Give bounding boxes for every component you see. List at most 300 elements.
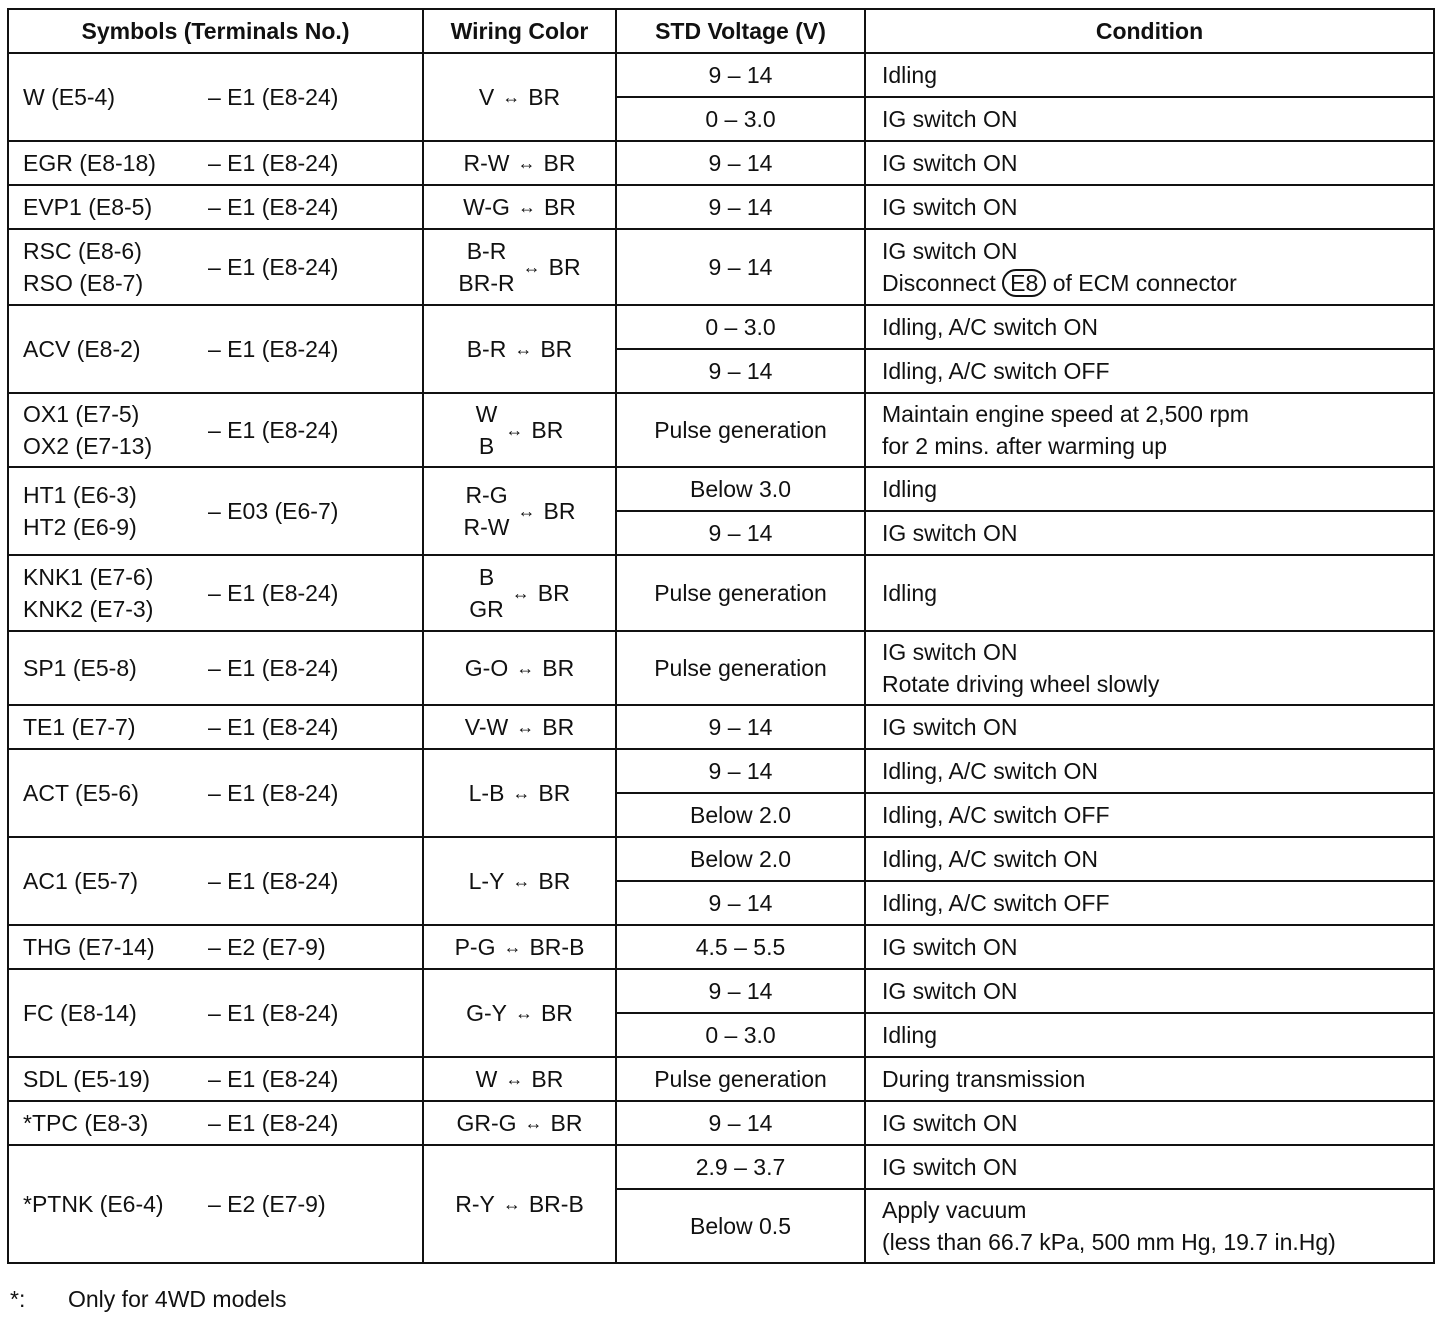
std-voltage-cell: Below 2.0 xyxy=(616,837,865,881)
condition-line: Maintain engine speed at 2,500 rpm xyxy=(882,401,1249,427)
wiring-pair xyxy=(424,561,615,625)
wire-colors xyxy=(476,398,498,462)
ground-terminal: – E1 (E8-24) xyxy=(208,1000,339,1026)
bidirectional-arrow-icon: ↔ xyxy=(514,339,533,359)
terminal-symbols xyxy=(23,398,208,462)
condition-cell xyxy=(865,53,1434,97)
wire-color: GR xyxy=(469,596,504,622)
wiring-color-cell xyxy=(423,393,616,467)
wire-colors xyxy=(456,1107,516,1139)
terminal-symbols xyxy=(23,777,208,809)
wire-colors xyxy=(458,235,514,299)
wire-colors xyxy=(463,191,510,223)
terminal-symbol: HT1 (E6-3) xyxy=(23,482,137,508)
terminal-pair xyxy=(9,333,422,365)
std-voltage-cell: 9 – 14 xyxy=(616,881,865,925)
wiring-pair xyxy=(424,652,615,684)
condition-line: Idling, A/C switch OFF xyxy=(882,890,1110,916)
ground-terminal: – E1 (E8-24) xyxy=(208,84,339,110)
wire-colors xyxy=(466,997,507,1029)
terminal-symbol: W (E5-4) xyxy=(23,84,115,110)
wiring-color-cell xyxy=(423,53,616,141)
terminal-pair xyxy=(9,1063,422,1095)
wire-color: R-G xyxy=(465,482,508,508)
wiring-color-cell xyxy=(423,555,616,631)
condition-text: Disconnect xyxy=(882,270,996,296)
symbols-cell xyxy=(8,229,423,305)
condition-cell xyxy=(865,1057,1434,1101)
condition-cell xyxy=(865,467,1434,511)
condition-line: IG switch ON xyxy=(882,1110,1018,1136)
symbols-cell xyxy=(8,925,423,969)
wire-color: R-W xyxy=(463,514,510,540)
wire-color: V-W xyxy=(464,714,509,740)
wire-colors xyxy=(479,81,494,113)
ground-wire-color: BR-B xyxy=(529,934,585,960)
condition-line: Rotate driving wheel slowly xyxy=(882,671,1160,697)
wire-colors xyxy=(469,777,505,809)
wiring-pair xyxy=(424,777,615,809)
terminal-symbols xyxy=(23,1107,208,1139)
bidirectional-arrow-icon: ↔ xyxy=(516,717,535,737)
condition-line: IG switch ON xyxy=(882,194,1018,220)
wire-color: R-W xyxy=(463,150,510,176)
condition-line: IG switch ON xyxy=(882,978,1018,1004)
bidirectional-arrow-icon: ↔ xyxy=(517,501,536,521)
terminal-pair xyxy=(9,191,422,223)
ground-terminal: – E1 (E8-24) xyxy=(208,336,339,362)
symbols-cell xyxy=(8,749,423,837)
terminal-pair xyxy=(9,777,422,809)
table-row xyxy=(8,141,1434,185)
terminal-symbol: OX1 (E7-5) xyxy=(23,401,140,427)
condition-line: Apply vacuum xyxy=(882,1197,1027,1223)
wiring-pair xyxy=(424,865,615,897)
std-voltage-cell: 9 – 14 xyxy=(616,141,865,185)
terminal-symbols xyxy=(23,333,208,365)
condition-line: IG switch ON xyxy=(882,106,1018,132)
header-wiring-color: Wiring Color xyxy=(423,9,616,53)
ground-terminal: – E03 (E6-7) xyxy=(208,498,339,524)
condition-cell xyxy=(865,881,1434,925)
wiring-color-cell xyxy=(423,141,616,185)
header-std-voltage: STD Voltage (V) xyxy=(616,9,865,53)
terminal-symbol: *PTNK (E6-4) xyxy=(23,1191,164,1217)
condition-line: (less than 66.7 kPa, 500 mm Hg, 19.7 in.Hg) xyxy=(882,1229,1336,1255)
bidirectional-arrow-icon: ↔ xyxy=(511,583,530,603)
wiring-color-cell xyxy=(423,1101,616,1145)
std-voltage-cell: 9 – 14 xyxy=(616,349,865,393)
table-row xyxy=(8,229,1434,305)
table-row xyxy=(8,53,1434,97)
ground-wire-color: BR xyxy=(528,84,561,110)
symbols-cell xyxy=(8,631,423,705)
wiring-color-cell xyxy=(423,305,616,393)
ground-terminal: – E1 (E8-24) xyxy=(208,1066,339,1092)
condition-line: During transmission xyxy=(882,1066,1086,1092)
wiring-pair xyxy=(424,1107,615,1139)
condition-line: IG switch ON xyxy=(882,520,1018,546)
std-voltage-cell: 9 – 14 xyxy=(616,705,865,749)
wire-colors xyxy=(469,865,505,897)
condition-line: IG switch ON xyxy=(882,150,1018,176)
table-header-row xyxy=(8,9,1434,53)
ground-wire-color: BR xyxy=(550,1110,583,1136)
terminal-symbol: KNK1 (E7-6) xyxy=(23,564,154,590)
wire-color: W-G xyxy=(463,194,510,220)
condition-line: IG switch ON xyxy=(882,639,1018,665)
ecm-terminal-voltage-table xyxy=(7,8,1435,1264)
ground-wire-color: BR xyxy=(540,336,573,362)
table-row xyxy=(8,555,1434,631)
ground-wire-color: BR xyxy=(542,714,575,740)
ground-wire-color: BR xyxy=(543,498,576,524)
bidirectional-arrow-icon: ↔ xyxy=(503,937,522,957)
wiring-pair xyxy=(424,333,615,365)
std-voltage-cell: 9 – 14 xyxy=(616,53,865,97)
condition-line: Idling, A/C switch OFF xyxy=(882,802,1110,828)
std-voltage-cell: Pulse generation xyxy=(616,555,865,631)
condition-line: Idling xyxy=(882,62,937,88)
ground-terminal: – E1 (E8-24) xyxy=(208,150,339,176)
std-voltage-cell: 9 – 14 xyxy=(616,749,865,793)
table-row xyxy=(8,1145,1434,1189)
condition-cell xyxy=(865,349,1434,393)
wiring-pair xyxy=(424,147,615,179)
table-body xyxy=(8,53,1434,1263)
wire-colors xyxy=(465,711,508,743)
terminal-pair xyxy=(9,235,422,299)
bidirectional-arrow-icon: ↔ xyxy=(502,87,521,107)
wiring-pair xyxy=(424,1188,615,1220)
wire-colors xyxy=(476,1063,498,1095)
table-row xyxy=(8,467,1434,511)
wire-colors xyxy=(465,652,508,684)
wiring-pair xyxy=(424,191,615,223)
condition-line xyxy=(882,267,1433,299)
std-voltage-cell: 4.5 – 5.5 xyxy=(616,925,865,969)
wiring-color-cell xyxy=(423,705,616,749)
table-row xyxy=(8,837,1434,881)
terminal-symbol: HT2 (E6-9) xyxy=(23,514,137,540)
symbols-cell xyxy=(8,467,423,555)
terminal-symbols xyxy=(23,561,208,625)
terminal-pair xyxy=(9,147,422,179)
wiring-pair xyxy=(424,235,615,299)
wiring-pair xyxy=(424,81,615,113)
std-voltage-cell: 9 – 14 xyxy=(616,185,865,229)
bidirectional-arrow-icon: ↔ xyxy=(524,1113,543,1133)
ground-wire-color: BR xyxy=(531,1066,564,1092)
wiring-color-cell xyxy=(423,749,616,837)
table-row xyxy=(8,969,1434,1013)
terminal-pair xyxy=(9,561,422,625)
condition-cell xyxy=(865,837,1434,881)
table-row xyxy=(8,185,1434,229)
table-row xyxy=(8,705,1434,749)
terminal-symbol: TE1 (E7-7) xyxy=(23,714,136,740)
std-voltage-cell: 2.9 – 3.7 xyxy=(616,1145,865,1189)
condition-line: IG switch ON xyxy=(882,1154,1018,1180)
condition-cell xyxy=(865,97,1434,141)
symbols-cell xyxy=(8,1145,423,1263)
condition-line: IG switch ON xyxy=(882,714,1018,740)
condition-cell xyxy=(865,969,1434,1013)
std-voltage-cell: 0 – 3.0 xyxy=(616,97,865,141)
symbols-cell xyxy=(8,837,423,925)
wire-color: G-Y xyxy=(466,1000,507,1026)
condition-cell xyxy=(865,229,1434,305)
condition-cell xyxy=(865,141,1434,185)
bidirectional-arrow-icon: ↔ xyxy=(516,658,535,678)
terminal-symbol: RSO (E8-7) xyxy=(23,270,144,296)
ground-wire-color: BR xyxy=(540,1000,573,1026)
condition-line: Idling xyxy=(882,476,937,502)
condition-cell xyxy=(865,1145,1434,1189)
symbols-cell xyxy=(8,53,423,141)
bidirectional-arrow-icon: ↔ xyxy=(512,783,531,803)
wire-color: GR-G xyxy=(456,1110,517,1136)
terminal-pair xyxy=(9,81,422,113)
std-voltage-cell: Pulse generation xyxy=(616,631,865,705)
terminal-symbol: ACT (E5-6) xyxy=(23,780,139,806)
ground-wire-color: BR xyxy=(537,580,570,606)
terminal-symbols xyxy=(23,997,208,1029)
terminal-symbol: EVP1 (E8-5) xyxy=(23,194,153,220)
terminal-pair xyxy=(9,931,422,963)
table-row xyxy=(8,1057,1434,1101)
terminal-symbols xyxy=(23,652,208,684)
ground-wire-color: BR xyxy=(538,868,571,894)
condition-cell xyxy=(865,1101,1434,1145)
ground-wire-color: BR xyxy=(548,254,581,280)
ground-terminal: – E1 (E8-24) xyxy=(208,580,339,606)
ground-terminal: – E1 (E8-24) xyxy=(208,1110,339,1136)
wire-colors xyxy=(455,931,496,963)
condition-line: Idling xyxy=(882,580,937,606)
terminal-symbol: KNK2 (E7-3) xyxy=(23,596,154,622)
condition-line: for 2 mins. after warming up xyxy=(882,433,1168,459)
table-row xyxy=(8,305,1434,349)
std-voltage-cell: 9 – 14 xyxy=(616,511,865,555)
terminal-symbols xyxy=(23,711,208,743)
wiring-pair xyxy=(424,931,615,963)
std-voltage-cell: 0 – 3.0 xyxy=(616,1013,865,1057)
wire-color: V xyxy=(478,84,495,110)
terminal-symbol: ACV (E8-2) xyxy=(23,336,141,362)
condition-cell xyxy=(865,925,1434,969)
wire-colors xyxy=(464,479,510,543)
ground-wire-color: BR xyxy=(543,150,576,176)
condition-cell xyxy=(865,1189,1434,1263)
wire-colors xyxy=(464,147,510,179)
std-voltage-cell: Below 3.0 xyxy=(616,467,865,511)
terminal-pair xyxy=(9,479,422,543)
ground-terminal: – E1 (E8-24) xyxy=(208,655,339,681)
condition-line: Idling, A/C switch ON xyxy=(882,846,1099,872)
condition-line: Idling, A/C switch ON xyxy=(882,758,1099,784)
terminal-symbol: THG (E7-14) xyxy=(23,934,155,960)
wiring-color-cell xyxy=(423,631,616,705)
wire-color: W xyxy=(475,401,498,427)
ground-wire-color: BR xyxy=(531,417,564,443)
footnote xyxy=(10,1286,287,1313)
bidirectional-arrow-icon: ↔ xyxy=(522,257,541,277)
terminal-symbols xyxy=(23,81,208,113)
terminal-symbols xyxy=(23,235,208,299)
terminal-symbol: RSC (E8-6) xyxy=(23,238,142,264)
symbols-cell xyxy=(8,705,423,749)
terminal-symbol: *TPC (E8-3) xyxy=(23,1110,149,1136)
condition-cell xyxy=(865,793,1434,837)
terminal-symbol: AC1 (E5-7) xyxy=(23,868,139,894)
condition-cell xyxy=(865,705,1434,749)
terminal-pair xyxy=(9,865,422,897)
std-voltage-cell: Pulse generation xyxy=(616,1057,865,1101)
wiring-color-cell xyxy=(423,1057,616,1101)
condition-cell xyxy=(865,393,1434,467)
wiring-pair xyxy=(424,997,615,1029)
table-row xyxy=(8,749,1434,793)
symbols-cell xyxy=(8,555,423,631)
ground-terminal: – E1 (E8-24) xyxy=(208,417,339,443)
wiring-color-cell xyxy=(423,467,616,555)
terminal-symbols xyxy=(23,1188,208,1220)
wiring-color-cell xyxy=(423,969,616,1057)
std-voltage-cell: Below 0.5 xyxy=(616,1189,865,1263)
condition-line: IG switch ON xyxy=(882,934,1018,960)
wiring-color-cell xyxy=(423,925,616,969)
bidirectional-arrow-icon: ↔ xyxy=(512,871,531,891)
bidirectional-arrow-icon: ↔ xyxy=(505,1069,524,1089)
symbols-cell xyxy=(8,1057,423,1101)
header-condition: Condition xyxy=(865,9,1434,53)
condition-line: Idling, A/C switch OFF xyxy=(882,358,1110,384)
bidirectional-arrow-icon: ↔ xyxy=(502,1194,521,1214)
wiring-pair xyxy=(424,711,615,743)
condition-cell xyxy=(865,555,1434,631)
terminal-symbol: FC (E8-14) xyxy=(23,1000,137,1026)
terminal-symbol: SP1 (E5-8) xyxy=(23,655,137,681)
ground-terminal: – E1 (E8-24) xyxy=(208,868,339,894)
terminal-symbol: EGR (E8-18) xyxy=(23,150,156,176)
wiring-color-cell xyxy=(423,185,616,229)
ground-wire-color: BR xyxy=(538,780,571,806)
condition-text: of ECM connector xyxy=(1052,270,1237,296)
connector-badge: E8 xyxy=(1002,269,1046,297)
terminal-symbols xyxy=(23,865,208,897)
wiring-color-cell xyxy=(423,1145,616,1263)
wire-color: BR-R xyxy=(458,270,515,296)
symbols-cell xyxy=(8,1101,423,1145)
ground-wire-color: BR-B xyxy=(528,1191,584,1217)
terminal-pair xyxy=(9,711,422,743)
condition-cell xyxy=(865,749,1434,793)
bidirectional-arrow-icon: ↔ xyxy=(517,197,536,217)
wire-color: B-R xyxy=(466,238,507,264)
std-voltage-cell: Below 2.0 xyxy=(616,793,865,837)
wiring-pair xyxy=(424,479,615,543)
wire-color: L-Y xyxy=(468,868,505,894)
terminal-pair xyxy=(9,997,422,1029)
wire-colors xyxy=(469,561,504,625)
ground-terminal: – E1 (E8-24) xyxy=(208,780,339,806)
symbols-cell xyxy=(8,141,423,185)
wiring-color-cell xyxy=(423,229,616,305)
ground-terminal: – E1 (E8-24) xyxy=(208,194,339,220)
ground-terminal: – E2 (E7-9) xyxy=(208,934,326,960)
symbols-cell xyxy=(8,185,423,229)
wiring-pair xyxy=(424,398,615,462)
terminal-symbol: SDL (E5-19) xyxy=(23,1066,150,1092)
condition-cell xyxy=(865,185,1434,229)
wire-color: G-O xyxy=(464,655,509,681)
table-row xyxy=(8,393,1434,467)
wire-colors xyxy=(467,333,507,365)
condition-cell xyxy=(865,1013,1434,1057)
terminal-pair xyxy=(9,1107,422,1139)
symbols-cell xyxy=(8,969,423,1057)
ground-terminal: – E2 (E7-9) xyxy=(208,1191,326,1217)
condition-line: Idling, A/C switch ON xyxy=(882,314,1099,340)
footnote-text: Only for 4WD models xyxy=(68,1286,287,1312)
symbols-cell xyxy=(8,305,423,393)
terminal-symbols xyxy=(23,191,208,223)
condition-cell xyxy=(865,631,1434,705)
header-symbols: Symbols (Terminals No.) xyxy=(8,9,423,53)
wire-colors xyxy=(455,1188,495,1220)
symbols-cell xyxy=(8,393,423,467)
wire-color: B xyxy=(478,564,495,590)
ground-terminal: – E1 (E8-24) xyxy=(208,254,339,280)
bidirectional-arrow-icon: ↔ xyxy=(517,153,536,173)
wire-color: B-R xyxy=(466,336,507,362)
wire-color: L-B xyxy=(468,780,505,806)
wire-color: W xyxy=(475,1066,498,1092)
ground-wire-color: BR xyxy=(543,194,576,220)
wiring-pair xyxy=(424,1063,615,1095)
table-row xyxy=(8,925,1434,969)
terminal-symbols xyxy=(23,147,208,179)
condition-line: Idling xyxy=(882,1022,937,1048)
terminal-pair xyxy=(9,398,422,462)
std-voltage-cell: 9 – 14 xyxy=(616,1101,865,1145)
condition-cell xyxy=(865,305,1434,349)
wire-color: P-G xyxy=(454,934,496,960)
table-row xyxy=(8,1101,1434,1145)
table-row xyxy=(8,631,1434,705)
condition-line: IG switch ON xyxy=(882,238,1018,264)
terminal-symbols xyxy=(23,1063,208,1095)
terminal-symbols xyxy=(23,931,208,963)
ground-terminal: – E1 (E8-24) xyxy=(208,714,339,740)
condition-cell xyxy=(865,511,1434,555)
terminal-symbol: OX2 (E7-13) xyxy=(23,433,153,459)
std-voltage-cell: Pulse generation xyxy=(616,393,865,467)
terminal-pair xyxy=(9,652,422,684)
footnote-mark: *: xyxy=(10,1286,26,1312)
std-voltage-cell: 9 – 14 xyxy=(616,969,865,1013)
terminal-symbols xyxy=(23,479,208,543)
std-voltage-cell: 0 – 3.0 xyxy=(616,305,865,349)
bidirectional-arrow-icon: ↔ xyxy=(505,420,524,440)
ground-wire-color: BR xyxy=(542,655,575,681)
wiring-color-cell xyxy=(423,837,616,925)
wire-color: B xyxy=(478,433,495,459)
bidirectional-arrow-icon: ↔ xyxy=(514,1003,533,1023)
std-voltage-cell: 9 – 14 xyxy=(616,229,865,305)
wire-color: R-Y xyxy=(455,1191,495,1217)
